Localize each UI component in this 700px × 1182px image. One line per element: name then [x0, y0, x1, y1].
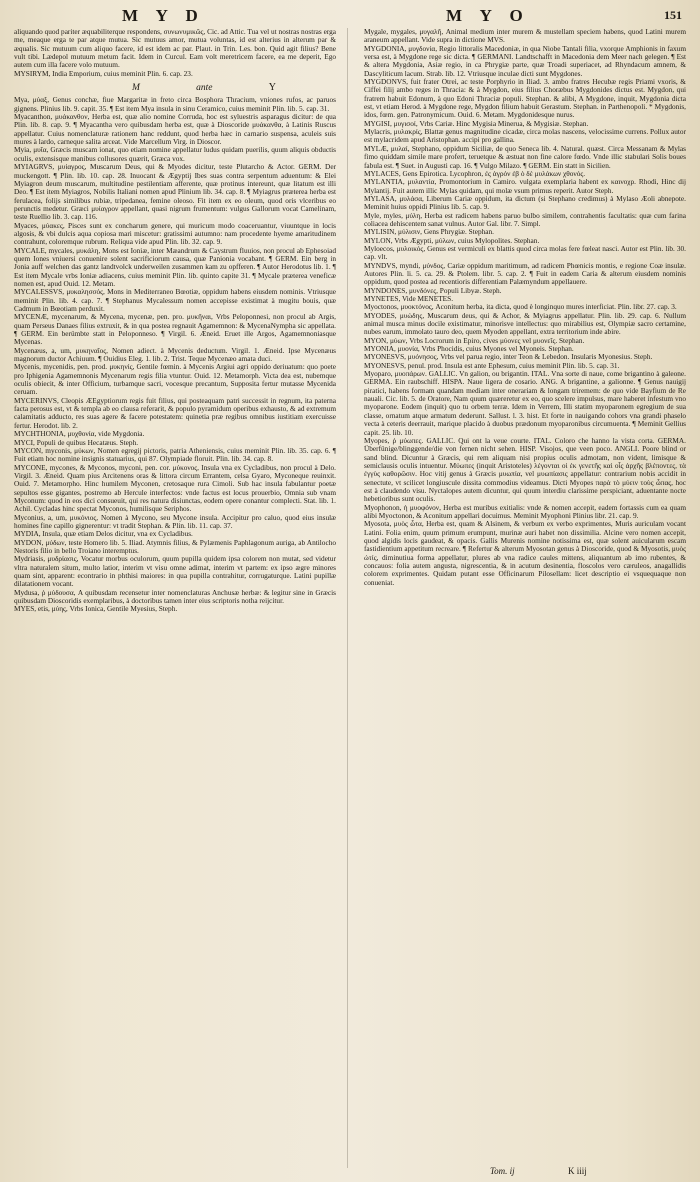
dictionary-entry: MYCALE, mycales, μυκάλη, Mons est Ioniæ, inter Mæandrum & Caystrum fluuios, non procul ab Ephesoiad quem Iones vniuersi conuenire solent sacrificiorum causa, quæ Panionia vocabant. ¶ GERM. Ein berg in Jonia auff welchen das gantz landtvolck underweilen zusammen kam zu opfferen. ¶ Autor Herodotus lib. 1. ¶ Est item Mycale vrbs Ioniæ adiacens, cuius meminit Plin. lib. quinto capite 31. ¶ Mycale præterea veneficæ nomen est, apud Ouid. 12. Metam.: [14, 245, 336, 288]
dictionary-entry: MYDON, μύδων, teste Homero lib. 5. Iliad. Atymnis filius, & Pylæmenis Paphlagonum auriga, ab Antilocho Nestoris filio in bello Troiano interemptus.: [14, 537, 336, 555]
dictionary-entry: Myle, myles, μύλη, Herba est radicem habens paruo bulbo similem, contrahentis facultatis: quæ cum farina coliacea dehiscentem sanat vulnus. Autor Gal. libr. 7. Simpl.: [364, 210, 686, 228]
page-number: 151: [664, 8, 682, 22]
dictionary-entry: MYNDVS, myndi, μύνδος, Cariæ oppidum maritimum, ad radicem Phœnicis montis, e regione Coæ insulæ. Autores Plin. li. 5. ca. 29. & Ptolem. libr. 5. cap. 2. ¶ Fuit in eadem Caria & alterum eiusdem nominis oppidum, quod postea ad recentioris differentiam Palæmyndum appellauere.: [364, 260, 686, 287]
dictionary-entry: Mycenæus, a, um, μυκηναῖος, Nomen adiect. à Mycenis deductum. Virgil. 1. Æneid. Ipse Mycenæus magnorum ductor Achiuum. ¶ Ouidius Eleg. 1. lib. 2. Trist. Teque Mycenæo amata duci.: [14, 345, 336, 364]
dictionary-entry: MYLACES, Gens Epirotica. Lycophron, ἐς ἀγρόν ἐβ ὁ δὲ μυλάκων χθονός.: [364, 168, 586, 178]
dictionary-entry: Myopes, ῥ μύωπες. GALLIC. Qui ont la veue courte. ITAL. Coloro che hanno la vista corta. GERMA. Überfünige/blinggende/die von fernen nicht sehen. HISP. Visojos, que veen poco. ANGLI. Poore blind or sand blind. Dicuntur à Græcis, qui rem aliquam nisi propius oculis admotam, non vident, limisque & semiclausis oculis intuentur. Μύωπες (inquit Aristoteles) λέγονται οἱ ἐκ γενετῆς καὶ οἷς ἀρχῆς βλέποντες, τὰ ἐγγὺς καθορῶσιν. Hoc vitij genus à Græcis μυωπία, vel μυωπίασις appellatur: contrarium nobis accidit in senectute, vt scilicet longiuscule dissita commodius videamus. Dicti Myopes παρὰ τὸ μύειν τοὺς ὦπας, hoc est à claudendo visu. Nyctalopes autem dicuntur, qui quum interdiu clarissime perspiciant, aduentante nocte hebetioribus sunt oculis.: [364, 435, 686, 504]
dictionary-entry: MYGDONIA, μυγδονία, Regio littoralis Macedoniæ, in qua Niobe Tantali filia, vxorque Amphionis in faxum versa est, à Mygdone rege sic dicta. ¶ GERMANI. Landtschafft in Macedonia dem Meer nach gelegen. ¶ Est & altera Mygdonia, Asiæ regio, in ca Phrygiæ parte, quæ Troadi superiacet, ad Rhyndacum amnem, & Dascyliticum lacum. Strab. lib. 12. Vtriusque inculae dicti sunt Mygdones.: [364, 43, 686, 78]
dictionary-entry: MYON, μύων, Vrbs Locrorum in Epiro, cives μύονες vel μυονεῖς. Stephan.: [364, 335, 585, 345]
dictionary-entry: Myosota, μυὸς ὦτα, Herba est, quam & Alsinem, & verbum ex verbo exprimentes, Muris auriculam vocant Latini. Folia enim, quum primum erumpunt, murinæ auri habet non dissimilia. Alcine vero nomen accepit, quod algidis locis gaudeat, & opacis. Gallis Murenis nomine notissima est, quæ solent auicularum escam fastidientium appetitum recreare. ¶ Refertur & alterum Myosotan genus à Dioscoride, quod & Myosotis, μυὸς ὠτίς, diminutiua forma appellatur, plures ab vna radice caules mittens, aliquantum ab imo rubentes, & concauos: folia autem angusta, nigrescentia, & in acutum desinentia, floscolos vero cæruleos, anagallidis colorem exprimentes. Quidam putant esse Officinarum Pilosellam: licet descriptio ei vsquequaque non conueniat.: [364, 519, 686, 587]
dictionary-entry: MYDIA, Insula, quæ etiam Delos dicitur, vna ex Cycladibus.: [14, 529, 193, 539]
dictionary-entry: MYCERINVS, Cleopis ÆEgyptiorum regis fuit filius, qui posteaquam patri successit in regnum, ita paterna facta perosus est, vt & templa ab eo clausa referarit, & populo pyramidum operibus exhausto, & ad extremum calamitatis adducto, res suas agere & facere potestatem: quinetia præ regibus omnibus iustitiam exercuisse fertur. Herodot. lib. 2.: [14, 395, 336, 430]
dictionary-entry: Myoctonos, μυοκτόνος, Aconitum herba, ita dicta, quod è longinquo mures interficiat. Plin. libr. 27. cap. 3.: [364, 302, 677, 312]
dictionary-entry: MYODES, μυώδης, Muscarum deus, qui & Achor, & Myiagrus appellatur. Plin. lib. 29. cap. 6. Nullum animal musca minus docile existimatur, minorisve intellectus: quo mirabilius est, Olympiæ sacro certamine, nubes earum, immolato tauro deo, quem Myoden appellant, extra territorium inde abire.: [364, 310, 686, 337]
dictionary-entry: Mycenis, mycenidis, pen. prod. μυκηνίς, Gentile fœmin. à Mycenis Argiui agri oppido deriuatum: quo poete pro Iphigenia Agamemnonis Mycenarum regis filia vtuntur. Ouid. 12. Metamorph. Victa dea est, nubemque oculis obiecit, & inter Officium, turbamque sacri, vocesque precantum, Supposita fertur mutasse Mycenida ceruam.: [14, 362, 336, 397]
dictionary-entry: Mydusa, ῥ μύδουσα, A quibusdam recensetur inter nomenclaturas Anchusæ herbæ: & legitur sine in Græcis quibusdam Dioscoridis exemplaribus, à doctoribus tamen inter eius scriptoris notha reijcitur.: [14, 587, 336, 606]
dictionary-entry: MYLON, Vrbs Ægypti, μύλων, cuius Mylopolites. Stephan.: [364, 235, 540, 245]
dictionary-entry: Mya, μύαξ, Genus conchæ, fiue Margaritæ in freto circa Bosphora Thracium, vniones rufos, ac paruos gignens. Plinius lib. 9. capit. 35. ¶ Est item Mya insula in sinu Ceramico, cuius meminit Plin. lib. 5. cap. 31.: [14, 95, 336, 113]
dictionary-entry: MYIAGRVS, μυίαγρος, Muscarum Deus, qui & Myodes dicitur, teste Plutarcho & Actor. GERM. Der muckengott. ¶ Plin. lib. 10. cap. 28. Inuocant & Ægyptij Ibes suas contra serpentum aduentum: & Elei Myiagron deum muscarum, multitudine pestilentiam afferente, quæ protinus intereunt, quæ litatum est illi Deo. ¶ Est item Myiagros, Nobilis Italiani nomen apud Plinium lib. 34. cap. 8. ¶ Myiagrus præterea herba est ferulacea, folijs similibus rubiæ, tripedanea, femine oleoso. Fit item ex eo oleum, quod oris vlceribus eo perunctis medetur. Græci μυίαγρον appellant, quasi nigrum frumentum: vulgus Gallorum vocat Camelinam, teste Ruellio lib. 3. cap. 116.: [14, 162, 336, 222]
dictionary-entry: MYCI, Populi de quibus Hecatæus. Steph.: [14, 437, 139, 447]
dictionary-entry: MYCENÆ, mycenarum, & Mycena, mycenæ, pen. pro. μυκῆναι, Vrbs Peloponnesi, non procul ab Argis, quam Perseus Danaes filius extruxit, & in qua postea regnauit Agamemnon: & MycenaNympha sic appellata. ¶ GERM. Ein berümbte statt in Peloponneso. ¶ Virgil. 6. Æneid. Eruet ille Argos, Agamemnoniasque Mycenas.: [14, 312, 336, 347]
dictionary-entry: MYLASA, μυλάσα, Liberum Cariæ oppidum, ita dictum (si Stephano credimus) à Mylaso Æoli abnepote. Meminit huius oppidi Plinius lib. 5. cap. 9.: [364, 193, 686, 212]
dictionary-entry: MYCALESSVS, μυκαλησσός, Mons in Mediterraneo Bœotiæ, oppidum habens eiusdem nominis. Vtriusque meminit Plin. lib. 4. cap. 7. ¶ Stephanus Mycalessum nomen accepisse existimat à mugitu bouis, quæ Cadmum in Bœotiam perduxit.: [14, 287, 336, 313]
dictionary-entry: MYCON, myconis, μύκων, Nomen egregij pictoris, patria Atheniensis, cuius meminit Plin. lib. 35. cap. 6. ¶ Fuit etiam hoc nomine insignis statuarius, qui 87. Olympiade floruit. Plin. lib. 34. cap. 8.: [14, 445, 336, 464]
header-right-running-title: M Y O: [446, 6, 530, 25]
section-heading-center: ante: [196, 83, 213, 94]
dictionary-entry: Myia, μυῖα, Græcis muscam ionat, quo etiam nomine appellatur ludus quidam puerilis, quum aliquis obductis oculis, extensisque manibus collusores quærit, Græca vox.: [14, 145, 336, 163]
dictionary-entry: MYLANTIA, μυλαντία, Promontorium in Camiro. vulgata exemplaria habent ex καινοχρ. Rhodi, Hinc dij Mylantij. Fuit autem illic Mylas quidam, qui molæ vsum primus reperit. Autor Steph.: [364, 177, 686, 195]
dictionary-entry: Myloecos, μυλοικός, Genus est vermiculi ex blattis quod circa molas fere fœleat nasci. Autor est Plin. lib. 30. cap. vlt.: [364, 243, 686, 262]
right-column: [364, 28, 686, 1168]
dictionary-entry: MYSIRYM, India Emporium, cuius meminit Plin. 6. cap. 23.: [14, 68, 193, 78]
dictionary-entry: MYONESVS, penul. prod. Insula est ante Ephesum, cuius meminit Plin. lib. 5. cap. 31.: [364, 360, 620, 370]
dictionary-entry: Myaces, μύακες, Pisces sunt ex concharum genere, qui muricum modo coaceruantur, viuuntque in locis algosis, & vbi dulcis aqua copiosa mari miscetur: gratissimi autumno: nam procedente hyeme amaritudinem contrahunt, coloremque rubrum. Reliqua vide apud Plin. lib. 32. cap. 9.: [14, 220, 336, 247]
running-header: [14, 6, 686, 28]
left-column: [14, 28, 336, 1168]
dictionary-entry: MYES, etis, μύης, Vrbs Ionica, Gentile Myesius, Steph.: [14, 604, 178, 614]
dictionary-entry: Myacanthon, μυάκανθον, Herba est, quæ alio nomine Corruda, hoc est syluestris asparagus dicitur: de qua Plin. lib. 8. cap. 9. ¶ Myacantha vero quibusdam herba est, quæ à Dioscoride μυάκανθα, à Latinis Ruscus appellatur. Cuius nomenclaturæ rationem hanc reddunt, quod herba hæc in carnario suspensa, aculeis suis mures à lardo, carneque salita arceat. Vide Marcellum Virg. in Dioscor.: [14, 112, 336, 147]
dictionary-entry: Myoparo, μυοπάρων. GALLIC. Vn galion, ou brigantin. ITAL. Vna sorte di naue, come brigantino à galeone. GERMA. Ein raubschiff. HISPA. Naue ligera de cosario. ANG. A brigantine, a galionne. ¶ Genus nauigij piratici, habens formam quandam mediam inter onerariam & longam triremem: de quo vide Bayfium de Re nauali. Cic. lib. 5. de Oratore, Nam quum quæreretur ex eo, quo scelere impulsus, mare haberet infestum vno myoparone. Eodem (inquit) quo tu orbem terræ. Idem in Verrem, Illi statim myoparonem egregium de sua classe, ornatum atque armatum dederunt. Sallust. l. 3. hist. Et forte in nauigando cohors vna grandi phaselo vecta à ceteris deerrauit, marique placido à duobus prædonum myoparonibus circumuenta. ¶ Meminit Gellius capit. 25. lib. 10.: [364, 369, 686, 437]
dictionary-entry: MYONESVS, μυόνησος, Vrbs vel parua regio, inter Teon & Lebedon. Insularis Myonesius. Steph.: [364, 352, 653, 362]
dictionary-entry: Mygale, mygales, μυγαλῆ, Animal medium inter murem & mustellam speciem habens, quod Latini murem araneum appellant. Vide supra in dictione MVS.: [364, 28, 686, 45]
dictionary-entry: MYCHTHONIA, μυχθονία, vide Mygdonia.: [14, 429, 145, 439]
dictionary-entry: aliquando quod pariter æquabiliterque respondens, συνωνυμικῶς, Cic. ad Attic. Tua vel ut nostras nostras erga me, meaque erga te par atque mutua. Sic mutuus amor, mutua voluntas, id est alterius in alterum par & æqualis. Sic mutuum cum aliquo facere, id est idem ac par. Plaut. in Trin. Les. bon. Quid agit filius? Bene vult tibi. Lædepol mutuum metum facit. Idem in Curcul. Eam volt meretricem facere, ea me deperit, Ego autem cum illa facere volo mutuum.: [14, 28, 336, 70]
section-heading-left: M: [132, 83, 140, 94]
section-heading: [14, 78, 336, 96]
dictionary-entry: MYLISIN, μύλισιν, Gens Phrygiæ. Stephan.: [364, 227, 494, 237]
page-footer: [0, 1164, 700, 1176]
two-column-body: [14, 28, 686, 1168]
dictionary-entry: MYGDONVS, fuit frater Otrei, ac teste Porphyrio in Iliad. 3. ambo fratres Hecubæ regis Priami vxoris, & Ciffei filij ambo reges in Thracia: & à Mygdon, eius filius Choræbus Mygdonides dictus est. Mygdon, qui fratrem habuit Edonum, à quo Edoni Thraciæ populi. Stephan. & alibi, A Mygdone, inquit, Mygdonia dicta est, vt etiam Herod. à Mygdone rege, Mygdon filium habuit Gerastum. Stephan. in Parthenopoli. * Mygdonis, idos, fœm. gen. Patronymicum. Ouid. 6. Metam. Mygdonidesque nurus.: [364, 77, 686, 120]
catchword: K iiij: [568, 1166, 587, 1176]
signature-mark: Tom. ij: [490, 1166, 515, 1176]
dictionary-entry: MYCONE, mycones, & Myconos, myconi, pen. cor. μύκονος, Insula vna ex Cycladibus, non procul à Delo. Virgil. 3. Æneid. Quam pius Arcitenens oras & littora circum Errantem, celsa Gyaro, Myconeque reuinxit. Ouid. 7. Metamorpho. Hinc humilem Myconen, cretosaque rura Cimoli. Sub hac insula fabulantur poetæ sepultos esse gigantes, postremo ab Hercule interfectos: vnde factus est locus prouerbio, Omnia sub vnam Myconum: quod in eos dici consueuit, qui res natura disiunctas, eodem opere conantur complecti. Stat. lib. 1. Achil. Cycladas hinc spectat Myconos, humilisque Seriphos.: [14, 462, 336, 514]
dictionary-entry: Myophonon, ἡ μυοφόνον, Herba est muribus exitialis: vnde & nomen accepit, eadem fortassis cum ea quam alibi Myoctonon, & Aconitum appellari docuimus. Meminit Myophoni Plinius libr. 21. cap. 9.: [364, 502, 686, 520]
dictionary-entry: MYNDONES, μυνδόνες, Populi Libyæ. Steph.: [364, 285, 502, 295]
dictionary-entry: MYGISI, μυγισοί, Vrbs Cariæ. Hinc Mygisia Minerua, & Mygisiæ. Stephan.: [364, 118, 589, 128]
dictionary-entry: MYONIA, μυονία, Vrbs Phocidis, cuius Myones vel Myoneis. Stephan.: [364, 344, 574, 354]
dictionary-entry: Mydriasis, μυδρίασις, Vocatur morbus oculorum, quum pupilla quidem ipsa colorem non mutat, sed videtur vltra naturalem situm, multo latior, interim vt visu omne adimat, interim vt partem: ex ipso ægre minores quam sint, apparent: econtrario in phthisi maiores: in qua pupilla contrahitur, corrugaturque. Latini pupillæ dilatationem vocant.: [14, 554, 336, 589]
dictionary-entry: Mylacris, μυλακρίς, Blattæ genus magnitudine cicadæ, circa molas nascens, velocissime currens. Pollux autor est mylacridem apud Aristophan. accipi pro gallina.: [364, 127, 686, 145]
section-heading-right: Y: [268, 82, 276, 94]
dictionary-entry: MYLÆ, μυλαί, Stephano, oppidum Siciliæ, de quo Seneca lib. 4. Natural. quæst. Circa Messanam & Mylas fimo quiddam simile mare profert, teruetque & æstuat non fine calore fœdo. Vnde illic stabulari Solis boues fabula est. ¶ Suet. in Augusti cap. 16. ¶ Vulgo Milazo. ¶ GERM. Ein statt in Sicilien.: [364, 143, 686, 170]
column-divider: [347, 28, 348, 1168]
dictionary-entry: Myconius, a, um, μυκόνιος, Nomen à Mycono, seu Mycone insula. Accipitur pro caluo, quod eius insulæ homines fine capillo gignerentur: vt tradit Stephan. & Plin. lib. 11. cap. 37.: [14, 512, 336, 530]
header-left-running-title: M Y D: [122, 6, 205, 25]
dictionary-entry: MYNETES, Vide MENETES.: [364, 294, 454, 303]
